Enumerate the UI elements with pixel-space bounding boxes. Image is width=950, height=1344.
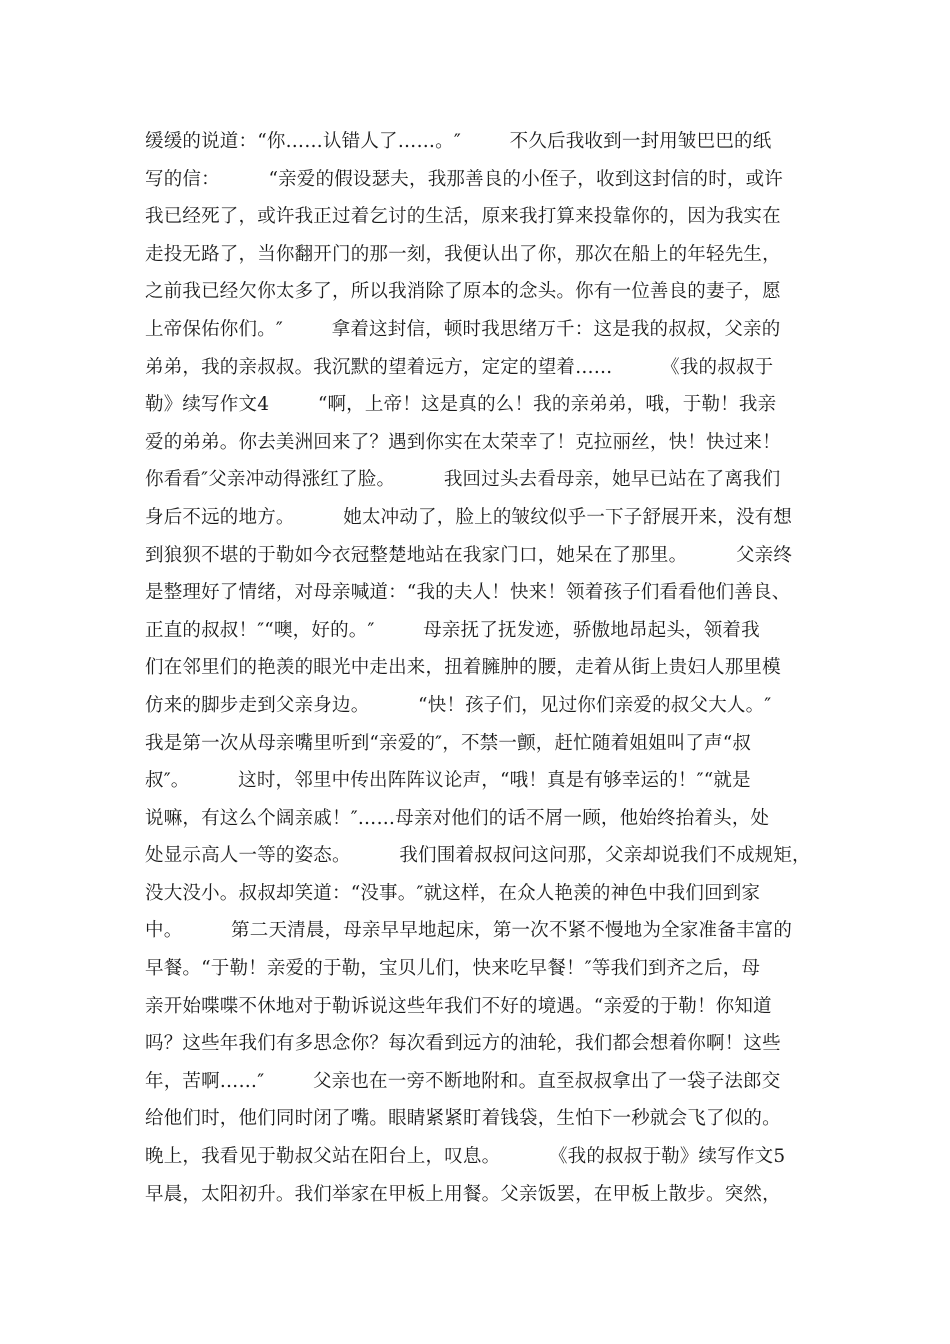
text-line: 写的信： “亲爱的假设瑟夫，我那善良的小侄子，收到这封信的时，或许 [145, 168, 784, 190]
text-line: 给他们时，他们同时闭了嘴。眼睛紧紧盯着钱袋，生怕下一秒就会飞了似的。 [145, 1108, 781, 1130]
text-line: 晚上，我看见于勒叔父站在阳台上，叹息。 《我的叔叔于勒》续写作文5 [145, 1146, 786, 1168]
text-line: 我已经死了，或许我正过着乞讨的生活，原来我打算来投靠你的，因为我实在 [145, 206, 781, 228]
text-line: 身后不远的地方。 她太冲动了，脸上的皱纹似乎一下子舒展开来，没有想 [145, 506, 793, 528]
text-line: 处显示高人一等的姿态。 我们围着叔叔问这问那，父亲却说我们不成规矩， [145, 845, 811, 867]
text-line: 早晨，太阳初升。我们举家在甲板上用餐。父亲饭罢，在甲板上散步。突然， [145, 1183, 781, 1205]
text-line: 吗？这些年我们有多思念你？每次看到远方的油轮，我们都会想着你啊！这些 [145, 1033, 781, 1055]
text-line: 们在邻里们的艳羡的眼光中走出来，扭着臃肿的腰，走着从街上贵妇人那里模 [145, 657, 781, 679]
text-line: 正直的叔叔！″“噢，好的。″ 母亲抚了抚发迹，骄傲地昂起头，领着我 [145, 619, 760, 641]
text-line: 说嘛，有这么个阔亲戚！″……母亲对他们的话不屑一顾，他始终抬着头，处 [145, 807, 770, 829]
text-line: 早餐。“于勒！亲爱的于勒，宝贝儿们，快来吃早餐！″等我们到齐之后，母 [145, 958, 761, 980]
text-line: 到狼狈不堪的于勒如今衣冠整楚地站在我家门口，她呆在了那里。 父亲终 [145, 544, 793, 566]
text-line: 亲开始喋喋不休地对于勒诉说这些年我们不好的境遇。“亲爱的于勒！你知道 [145, 995, 772, 1017]
text-line: 上帝保佑你们。″ 拿着这封信，顿时我思绪万千：这是我的叔叔，父亲的 [145, 318, 781, 340]
text-line: 中。 第二天清晨，母亲早早地起床，第一次不紧不慢地为全家准备丰富的 [145, 920, 793, 942]
text-line: 弟弟，我的亲叔叔。我沉默的望着远方，定定的望着…… 《我的叔叔于 [145, 356, 774, 378]
text-line: 我是第一次从母亲嘴里听到“亲爱的″，不禁一颤，赶忙随着姐姐叫了声“叔 [145, 732, 752, 754]
text-line: 缓缓的说道：“你……认错人了……。″ 不久后我收到一封用皱巴巴的纸 [145, 131, 772, 152]
text-line: 没大没小。叔叔却笑道：“没事。″就这样，在众人艳羡的神色中我们回到家 [145, 882, 761, 904]
text-line: 仿来的脚步走到父亲身边。 “快！孩子们，见过你们亲爱的叔父大人。″ [145, 694, 772, 716]
text-line: 叔″。 这时，邻里中传出阵阵议论声，“哦！真是有够幸运的！″“就是 [145, 770, 751, 792]
text-line: 你看看″父亲冲动得涨红了脸。 我回过头去看母亲，她早已站在了离我们 [145, 469, 781, 491]
text-line: 之前我已经欠你太多了，所以我消除了原本的念头。你有一位善良的妻子，愿 [145, 281, 781, 303]
article-body [145, 123, 845, 1213]
text-line: 年，苦啊……″ 父亲也在一旁不断地附和。直至叔叔拿出了一袋子法郎交 [145, 1070, 781, 1092]
text-line: 是整理好了情绪，对母亲喊道：“我的夫人！快来！领着孩子们看看他们善良、 [145, 582, 791, 604]
text-line: 勒》续写作文4 “啊，上帝！这是真的么！我的亲弟弟，哦，于勒！我亲 [145, 394, 777, 416]
text-line: 爱的弟弟。你去美洲回来了？遇到你实在太荣幸了！克拉丽丝，快！快过来！ [145, 431, 781, 453]
text-line: 走投无路了，当你翻开门的那一刻，我便认出了你，那次在船上的年轻先生， [145, 243, 781, 265]
